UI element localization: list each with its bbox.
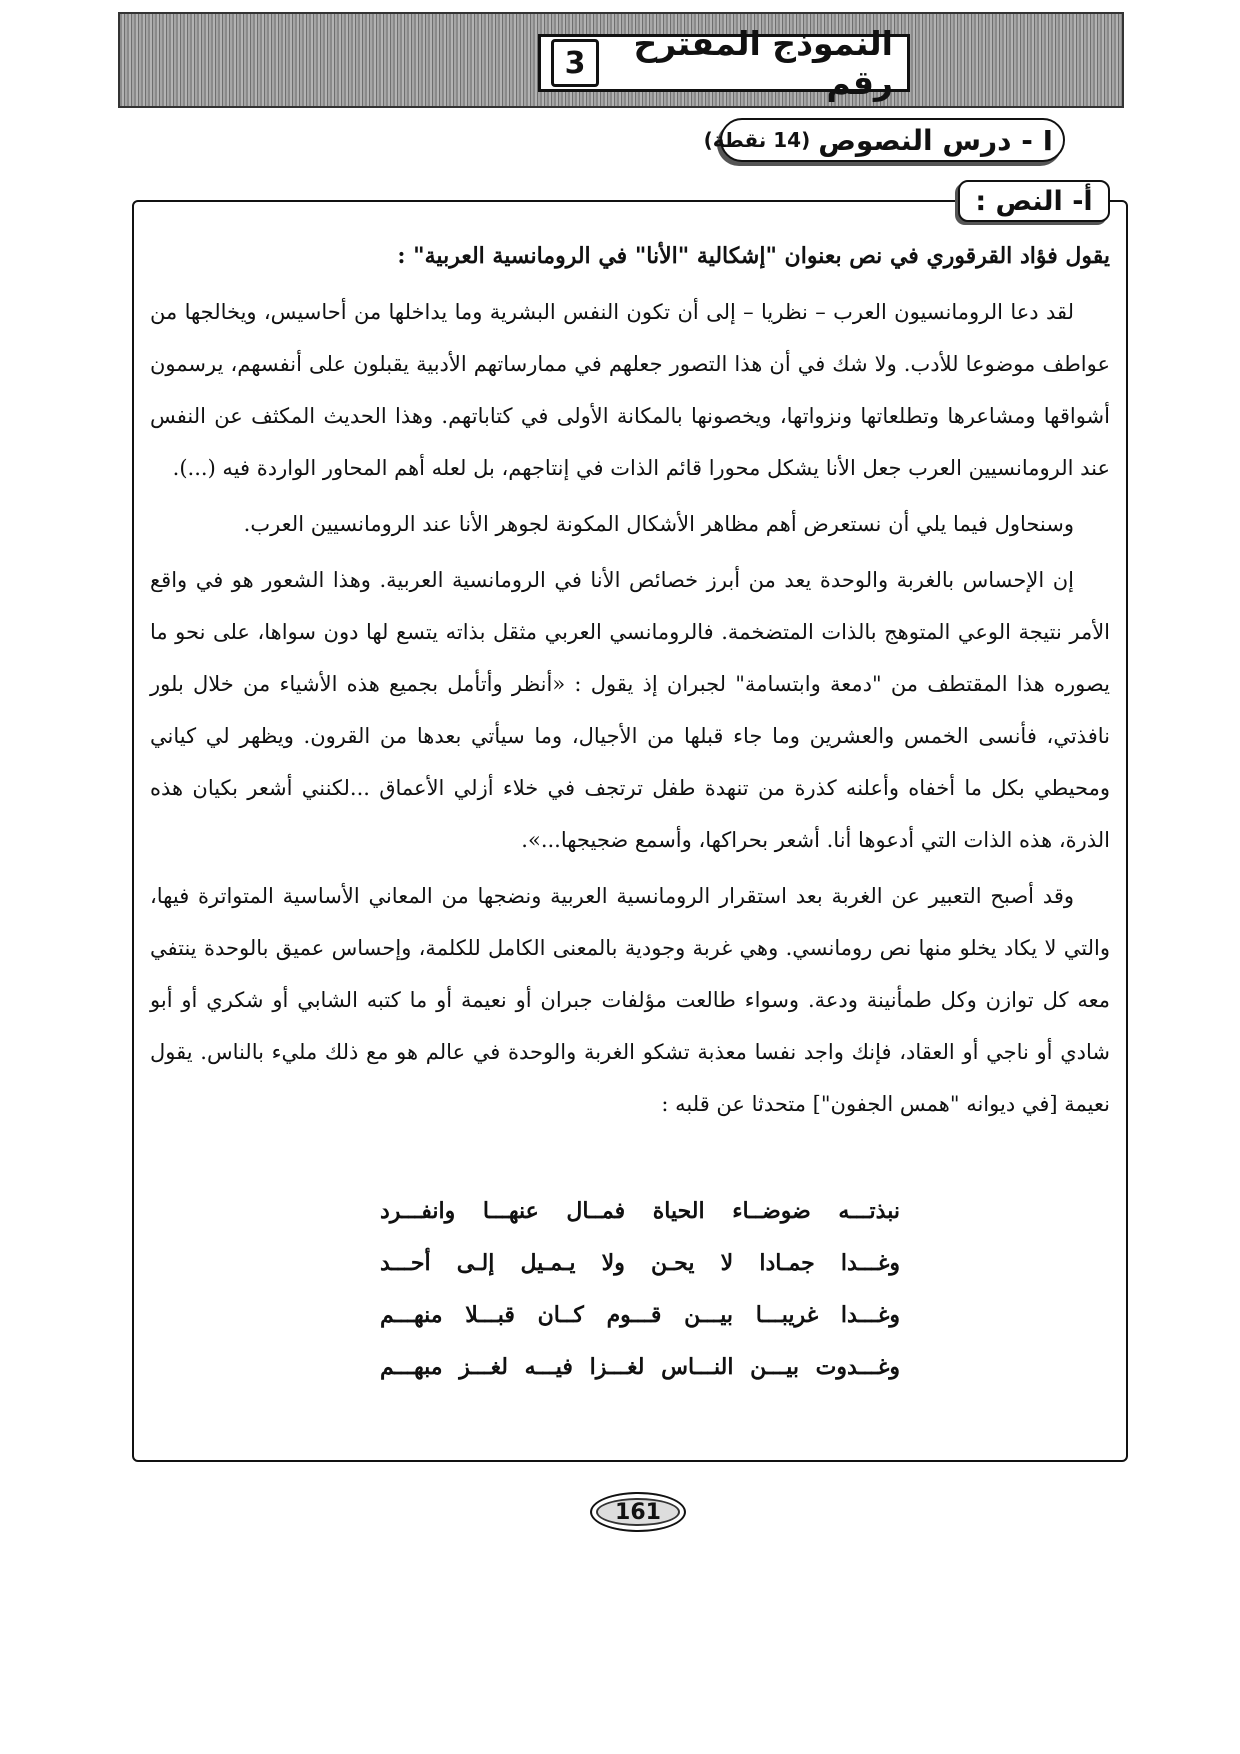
header-banner [118,12,1124,108]
text-tab-label: أ- النص : [958,180,1110,222]
paragraph-3: إن الإحساس بالغربة والوحدة يعد من أبرز خصائص الأنا في الرومانسية العربية. وهذا الشعور هو في واقع الأمر نتيجة الوعي المتوهج بالذات المتضخمة. فالرومانسي العربي مثقل بذاته يتسع لها دون سواها، على نحو ما يصوره هذا المقتطف من "دمعة وابتسامة" لجبران إذ يقول : «أنظر وأتأمل بجميع هذه الأشياء من خلال بلور نافذتي، فأنسى الخمس والعشرين وما جاء قبلها من الأجيال، وما سيأتي بعدها من القرون. ويظهر لي كياني ومحيطي بكل ما أخفاه وأعلنه كذرة من تنهدة طفل ترتجف في خلاء أزلي الأعماق ...لكنني أشعر بكيان هذه الذرة، هذه الذات التي أدعوها أنا. أشعر بحراكها، وأسمع ضجيجها...». [150,568,1110,852]
section-pill [703,118,1065,162]
poem [380,1185,900,1393]
section-points: (14 نقطة) [703,128,811,152]
intro-line: يقول فؤاد القرقوري في نص بعنوان "إشكالية "الأنا" في الرومانسية العربية" : [397,243,1110,269]
paragraph-1: لقد دعا الرومانسيون العرب – نظريا – إلى أن تكون النفس البشرية وما يداخلها من أحاسيس، ويخالجها من عواطف موضوعا للأدب. ولا شك في أن هذا التصور جعلهم في ممارساتهم الأدبية يقبلون على أنفسهم، يرسمون أشواقها ومشاعرها وتطلعاتها ونزواتها، ويخصونها بالمكانة الأولى في كتاباتهم. وهذا الحديث المكثف عن النفس عند الرومانسيين العرب جعل الأنا يشكل محورا قائم الذات في إنتاجهم، بل لعله أهم المحاور الواردة فيه (...). [150,300,1110,480]
passage [150,230,1110,1134]
paragraph-4: وقد أصبح التعبير عن الغربة بعد استقرار الرومانسية العربية ونضجها من المعاني الأساسية المتواترة فيها، والتي لا يكاد يخلو منها نص رومانسي. وهي غربة وجودية بالمعنى الكامل للكلمة، وإحساس عميق بالوحدة ينتفي معه كل توازن وكل طمأنينة ودعة. وسواء طالعت مؤلفات جبران أو نعيمة أو ما كتبه الشابي أو شكري أو أبو شادي أو ناجي أو العقاد، فإنك واجد نفسا معذبة تشكو الغربة والوحدة في عالم هو مع ذلك مليء بالناس. يقول نعيمة [في ديوانه "همس الجفون"] متحدثا عن قلبه : [150,884,1110,1116]
section-heading [703,118,1092,166]
paragraph-2: وسنحاول فيما يلي أن نستعرض أهم مظاهر الأشكال المكونة لجوهر الأنا عند الرومانسيين العرب. [243,512,1074,536]
header-title-box [538,24,910,102]
poem-line: وغـــدوت بيـــن النـــاس لغـــزا فيـــه لغـــز مبهـــم [380,1354,900,1380]
model-number: 3 [551,39,599,87]
poem-line: نبذتـــه ضوضــاء الحياة فمــال عنهـــا وانفـــرد [380,1198,900,1224]
page-number: 161 [590,1492,686,1532]
header-title: النموذج المقترح رقم [633,24,893,102]
poem-line: وغـــدا غريبـــا بيـــن قـــوم كــان قبـــلا منهـــم [380,1302,900,1328]
section-label: I - درس النصوص [818,123,1053,157]
poem-line: وغـــدا جمـادا لا يحـن ولا يـمـيل إلـى أحـــد [380,1250,900,1276]
